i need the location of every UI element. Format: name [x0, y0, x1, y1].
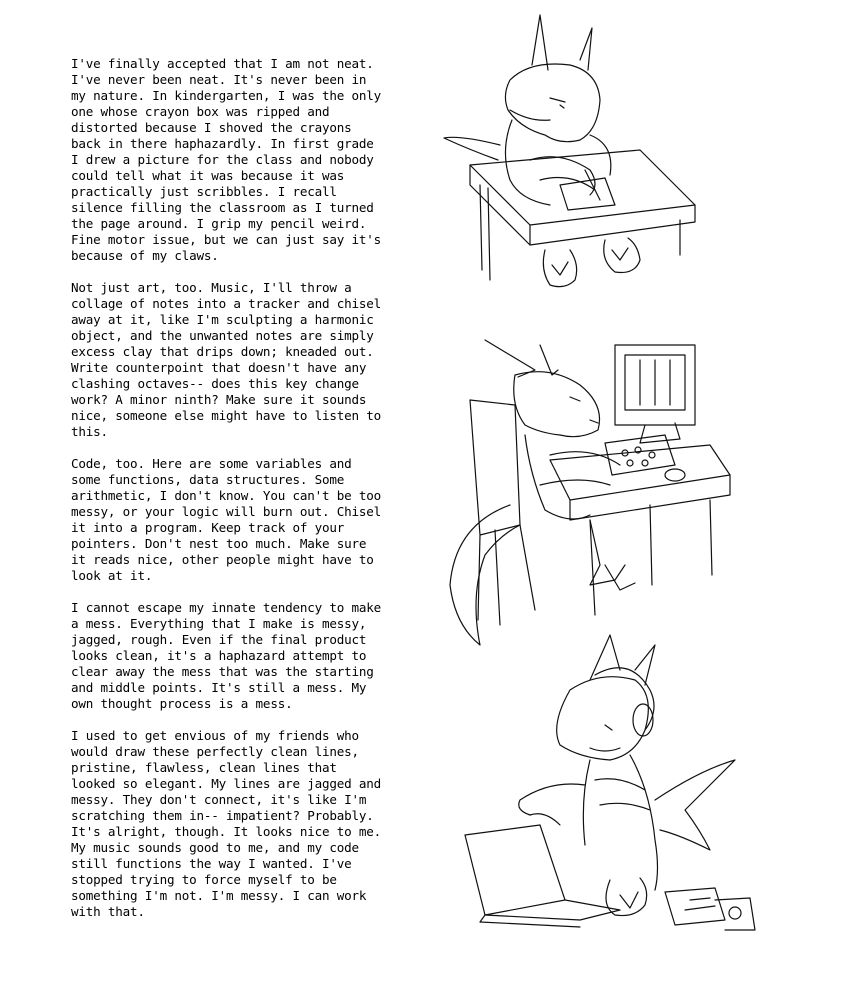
paragraph-art: I've finally accepted that I am not neat. I've never been neat. It's never been in my nature. In kindergarten, I was the only one whose crayon box was ripped and distorted because I shoved the crayons back in there haphazardly. In first grade I drew a picture for the class and nobody could tell what it was because it was practically just scribbles. I recall silence filling the classroom as I turned the page around. I grip my pencil weird. Fine motor issue, but we can just say it's because of my claws. [71, 56, 382, 263]
dragon-drawing-at-desk-illustration [440, 10, 700, 300]
paragraph-envy: I used to get envious of my friends who would draw these perfectly clean lines, pristine, flawless, clean lines that looked so elegant. My lines are jagged and messy. They don't connect, it's like I'm scratching them in-- impatient? Probably. It's alright, though. It looks nice to me. My music sounds good to me, and my code still functions the way I wanted. I've stopped trying to force myself to be something I'm not. I'm messy. I can work with that. [71, 728, 382, 919]
dragon-at-computer-illustration [440, 325, 740, 655]
essay-text [71, 56, 441, 936]
paragraph-mess: I cannot escape my innate tendency to make a mess. Everything that I make is messy, jagged, rough. Even if the final product looks clean, it's a haphazard attempt to clear away the mess that was the starting and middle points. It's still a mess. My own thought process is a mess. [71, 600, 382, 711]
paragraph-music: Not just art, too. Music, I'll throw a collage of notes into a tracker and chisel away at it, like I'm sculpting a harmonic object, and the unwanted notes are simply excess clay that drips down; kneaded out. Write counterpoint that doesn't have any clashing octaves-- does this key change work? A minor ninth? Make sure it sounds nice, someone else might have to listen to this. [71, 280, 382, 439]
dragon-with-headphones-laptop-illustration [460, 630, 760, 940]
paragraph-code: Code, too. Here are some variables and some functions, data structures. Some arithmetic, I don't know. You can't be too messy, or your logic will burn out. Chisel it into a program. Keep track of your pointers. Don't nest too much. Make sure it reads nice, other people might have to look at it. [71, 456, 382, 583]
